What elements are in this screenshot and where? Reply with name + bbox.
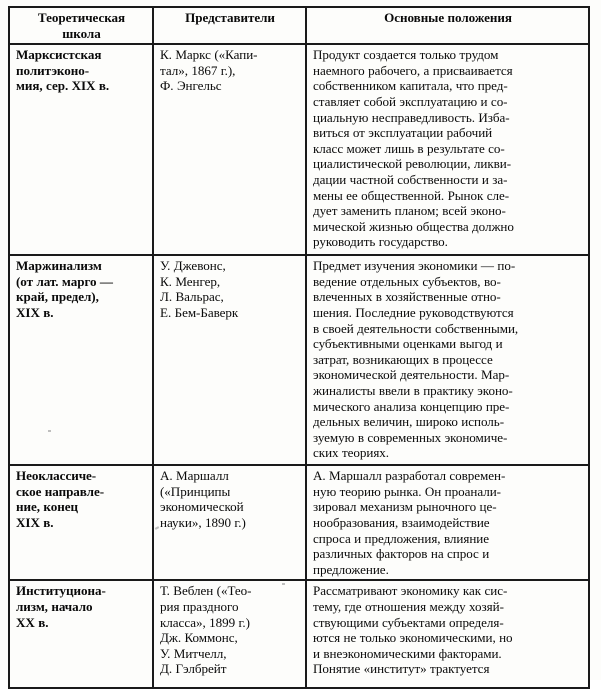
representative-line: экономической bbox=[160, 499, 244, 515]
school-line: Институциона- bbox=[16, 583, 106, 599]
provision-line: зировал механизм рыночного це- bbox=[313, 499, 497, 515]
provision-line: Продукт создается только трудом bbox=[313, 47, 499, 63]
school-line: (от лат. марго — bbox=[16, 273, 113, 289]
provision-line: ную теорию рынка. Он проанали- bbox=[313, 483, 501, 499]
cell-school bbox=[9, 580, 153, 688]
provision-line: виться от эксплуатации рабочий bbox=[313, 125, 493, 141]
provision-line: Предмет изучения экономики — по- bbox=[313, 258, 516, 274]
provision-line: мической жизнью общества должно bbox=[313, 218, 514, 234]
provision-line: ведение отдельных субъектов, во- bbox=[313, 273, 501, 289]
representative-line: Дж. Коммонс, bbox=[160, 630, 238, 646]
provision-line: предложение. bbox=[313, 561, 389, 577]
provision-line: экономической деятельности. Мар- bbox=[313, 367, 510, 383]
provision-line: А. Маршалл разработал современ- bbox=[313, 468, 506, 484]
provision-line: Рассматривают экономику как сис- bbox=[313, 583, 508, 599]
representative-line: класса», 1899 г.) bbox=[160, 614, 250, 630]
column-header-representatives: Представители bbox=[153, 7, 306, 44]
provision-line: мического анализа концепцию пре- bbox=[313, 398, 510, 414]
cell-provisions bbox=[306, 465, 589, 580]
cell-provisions bbox=[306, 580, 589, 688]
provision-line: Понятие «институт» трактуется bbox=[313, 661, 490, 677]
provision-line: ставляет собой эксплуатацию и со- bbox=[313, 93, 508, 109]
provision-line: собственником капитала, что пред- bbox=[313, 78, 508, 94]
school-line: Марксистская bbox=[16, 47, 102, 63]
representative-line: У. Митчелл, bbox=[160, 645, 227, 661]
provision-line: наемного рабочего, а присваивается bbox=[313, 62, 513, 78]
provision-line: затрат, возникающих в процессе bbox=[313, 351, 493, 367]
table-body bbox=[9, 44, 589, 688]
provision-line: класс может лишь в результате со- bbox=[313, 140, 505, 156]
school-line: край, предел), bbox=[16, 289, 99, 305]
table-row bbox=[9, 255, 589, 465]
cell-provisions bbox=[306, 44, 589, 255]
provision-line: тему, где отношения между хозяй- bbox=[313, 598, 504, 614]
column-header-school-line-2: школа bbox=[62, 25, 101, 41]
column-header-school-line-1: Теоретическая bbox=[37, 10, 126, 25]
provision-line: руководить государство. bbox=[313, 234, 448, 250]
cell-provisions bbox=[306, 255, 589, 465]
school-line: XIX в. bbox=[16, 514, 54, 530]
column-header-provisions: Основные положения bbox=[306, 7, 589, 44]
provision-line: дует заменить планом; всей эконо- bbox=[313, 203, 506, 219]
cell-school bbox=[9, 255, 153, 465]
cell-representatives bbox=[153, 44, 306, 255]
school-line: Маржинализм bbox=[16, 258, 102, 274]
school-line: XX в. bbox=[16, 614, 49, 630]
table-row bbox=[9, 44, 589, 255]
provision-line: спроса и предложения, влияние bbox=[313, 530, 490, 546]
representative-line: Ф. Энгельс bbox=[160, 78, 222, 94]
table-header bbox=[9, 7, 589, 44]
cell-school bbox=[9, 44, 153, 255]
provision-line: субъективными оценками выгод и bbox=[313, 336, 503, 352]
school-line: ние, конец bbox=[16, 499, 78, 515]
school-line: мия, сер. XIX в. bbox=[16, 78, 110, 94]
cell-representatives bbox=[153, 580, 306, 688]
theory-schools-table bbox=[8, 6, 590, 689]
provision-line: шения. Последние руководствуются bbox=[313, 304, 514, 320]
provision-line: мены ее общественной. Рынок сле- bbox=[313, 187, 510, 203]
representative-line: Е. Бем-Баверк bbox=[160, 304, 239, 320]
provision-line: зуемую в современных экономиче- bbox=[313, 429, 508, 445]
provision-line: влеченных в хозяйственные отно- bbox=[313, 289, 501, 305]
cell-school bbox=[9, 465, 153, 580]
header-row bbox=[9, 7, 589, 44]
table-row bbox=[9, 580, 589, 688]
column-header-school bbox=[9, 7, 153, 44]
provision-line: циалистической революции, ликви- bbox=[313, 156, 512, 172]
provision-line: ствующими субъектами определя- bbox=[313, 614, 504, 630]
cell-representatives bbox=[153, 465, 306, 580]
cell-representatives bbox=[153, 255, 306, 465]
representative-line: науки», 1890 г.) bbox=[160, 514, 246, 530]
representative-line: А. Маршалл bbox=[160, 468, 229, 484]
provision-line: и внеэкономическими факторами. bbox=[313, 645, 502, 661]
representative-line: К. Маркс («Капи- bbox=[160, 47, 258, 63]
school-line: XIX в. bbox=[16, 304, 54, 320]
representative-line: Т. Веблен («Тео- bbox=[160, 583, 252, 599]
provision-line: ются не только экономическими, но bbox=[313, 630, 513, 646]
representative-line: К. Менгер, bbox=[160, 273, 221, 289]
provision-line: жиналисты ввели в практику эконо- bbox=[313, 382, 513, 398]
provision-line: в своей деятельности собственными, bbox=[313, 320, 519, 336]
school-line: лизм, начало bbox=[16, 598, 93, 614]
representative-line: рия праздного bbox=[160, 598, 239, 614]
provision-line: ских теориях. bbox=[313, 445, 390, 461]
provision-line: циальную несправедливость. Изба- bbox=[313, 109, 510, 125]
table-row bbox=[9, 465, 589, 580]
representative-line: («Принципы bbox=[160, 483, 231, 499]
provision-line: нообразования, взаимодействие bbox=[313, 514, 490, 530]
representative-line: Д. Гэлбрейт bbox=[160, 661, 227, 677]
representative-line: У. Джевонс, bbox=[160, 258, 226, 274]
provision-line: дельных величин, широко исполь- bbox=[313, 414, 505, 430]
provision-line: дации частной собственности и за- bbox=[313, 171, 508, 187]
school-line: политэконо- bbox=[16, 62, 90, 78]
representative-line: Л. Вальрас, bbox=[160, 289, 224, 305]
representative-line: тал», 1867 г.), bbox=[160, 62, 236, 78]
school-line: ское направле- bbox=[16, 483, 105, 499]
provision-line: различных факторов на спрос и bbox=[313, 546, 490, 562]
school-line: Неоклассиче- bbox=[16, 468, 97, 484]
